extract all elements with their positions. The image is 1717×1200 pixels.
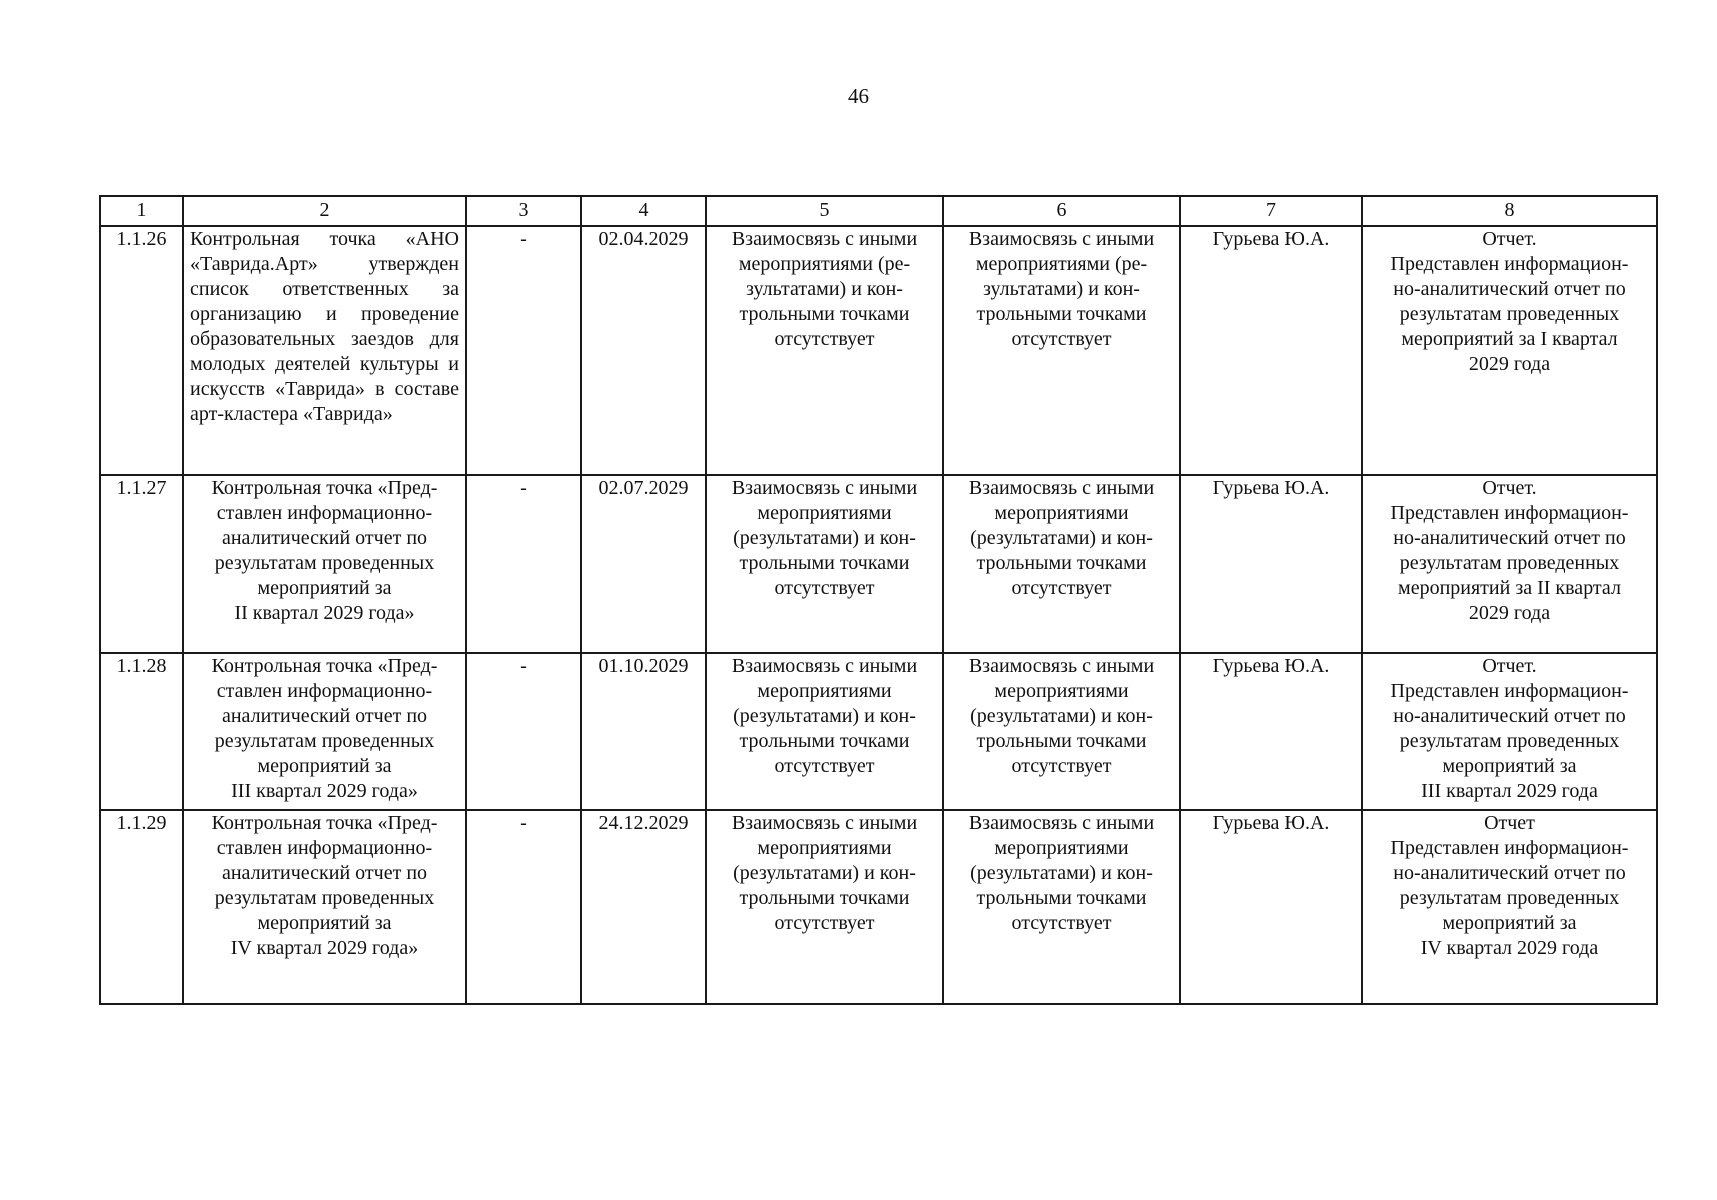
result-cell: Отчет. Представлен информацион- но-аналитический отчет по результатам проведенных мероприятий за I квартал 2029 года [1362, 226, 1657, 475]
relation-cell: Взаимосвязь с иными мероприятиями (ре- зультатами) и кон- трольными точками отсутствует [706, 226, 943, 475]
table-row [100, 653, 1657, 810]
date-cell: 02.07.2029 [581, 475, 706, 653]
col3-value: - [466, 810, 581, 1004]
column-header: 8 [1362, 196, 1657, 226]
col3-value: - [466, 653, 581, 810]
control-points-table [99, 195, 1658, 1005]
result-cell: Отчет Представлен информацион- но-аналитический отчет по результатам проведенных мероприятий за IV квартал 2029 года [1362, 810, 1657, 1004]
date-cell: 24.12.2029 [581, 810, 706, 1004]
responsible-cell: Гурьева Ю.А. [1180, 810, 1362, 1004]
responsible-cell: Гурьева Ю.А. [1180, 226, 1362, 475]
control-point-title: Контрольная точка «Пред- ставлен информационно- аналитический отчет по результатам проведенных мероприятий за II квартал 2029 года» [183, 475, 466, 653]
row-number: 1.1.27 [100, 475, 183, 653]
result-cell: Отчет. Представлен информацион- но-аналитический отчет по результатам проведенных мероприятий за II квартал 2029 года [1362, 475, 1657, 653]
responsible-cell: Гурьева Ю.А. [1180, 653, 1362, 810]
result-cell: Отчет. Представлен информацион- но-аналитический отчет по результатам проведенных мероприятий за III квартал 2029 года [1362, 653, 1657, 810]
row-number: 1.1.28 [100, 653, 183, 810]
relation-cell: Взаимосвязь с иными мероприятиями (результатами) и кон- трольными точками отсутствует [706, 810, 943, 1004]
relation-cell: Взаимосвязь с иными мероприятиями (результатами) и кон- трольными точками отсутствует [706, 653, 943, 810]
control-point-title: Контрольная точка «Пред- ставлен информационно- аналитический отчет по результатам проведенных мероприятий за III квартал 2029 года» [183, 653, 466, 810]
column-header: 7 [1180, 196, 1362, 226]
table-row [100, 810, 1657, 1004]
column-header: 2 [183, 196, 466, 226]
responsible-cell: Гурьева Ю.А. [1180, 475, 1362, 653]
table-header-row [100, 196, 1657, 226]
col3-value: - [466, 226, 581, 475]
column-header: 5 [706, 196, 943, 226]
relation-cell: Взаимосвязь с иными мероприятиями (результатами) и кон- трольными точками отсутствует [706, 475, 943, 653]
page-number: 46 [848, 84, 869, 108]
control-point-title: Контрольная точка «АНО «Таврида.Арт» утвержден список ответственных за организацию и проведение образовательных заездов для молодых деятелей культуры и искусств «Таврида» в составе арт-кластера «Таврида» [183, 226, 466, 475]
row-number: 1.1.29 [100, 810, 183, 1004]
relation-cell: Взаимосвязь с иными мероприятиями (результатами) и кон- трольными точками отсутствует [943, 810, 1180, 1004]
relation-cell: Взаимосвязь с иными мероприятиями (ре- зультатами) и кон- трольными точками отсутствует [943, 226, 1180, 475]
table-row [100, 475, 1657, 653]
column-header: 1 [100, 196, 183, 226]
date-cell: 02.04.2029 [581, 226, 706, 475]
column-header: 4 [581, 196, 706, 226]
date-cell: 01.10.2029 [581, 653, 706, 810]
col3-value: - [466, 475, 581, 653]
column-header: 6 [943, 196, 1180, 226]
control-point-title: Контрольная точка «Пред- ставлен информационно- аналитический отчет по результатам проведенных мероприятий за IV квартал 2029 года» [183, 810, 466, 1004]
relation-cell: Взаимосвязь с иными мероприятиями (результатами) и кон- трольными точками отсутствует [943, 653, 1180, 810]
row-number: 1.1.26 [100, 226, 183, 475]
column-header: 3 [466, 196, 581, 226]
table-row [100, 226, 1657, 475]
relation-cell: Взаимосвязь с иными мероприятиями (результатами) и кон- трольными точками отсутствует [943, 475, 1180, 653]
